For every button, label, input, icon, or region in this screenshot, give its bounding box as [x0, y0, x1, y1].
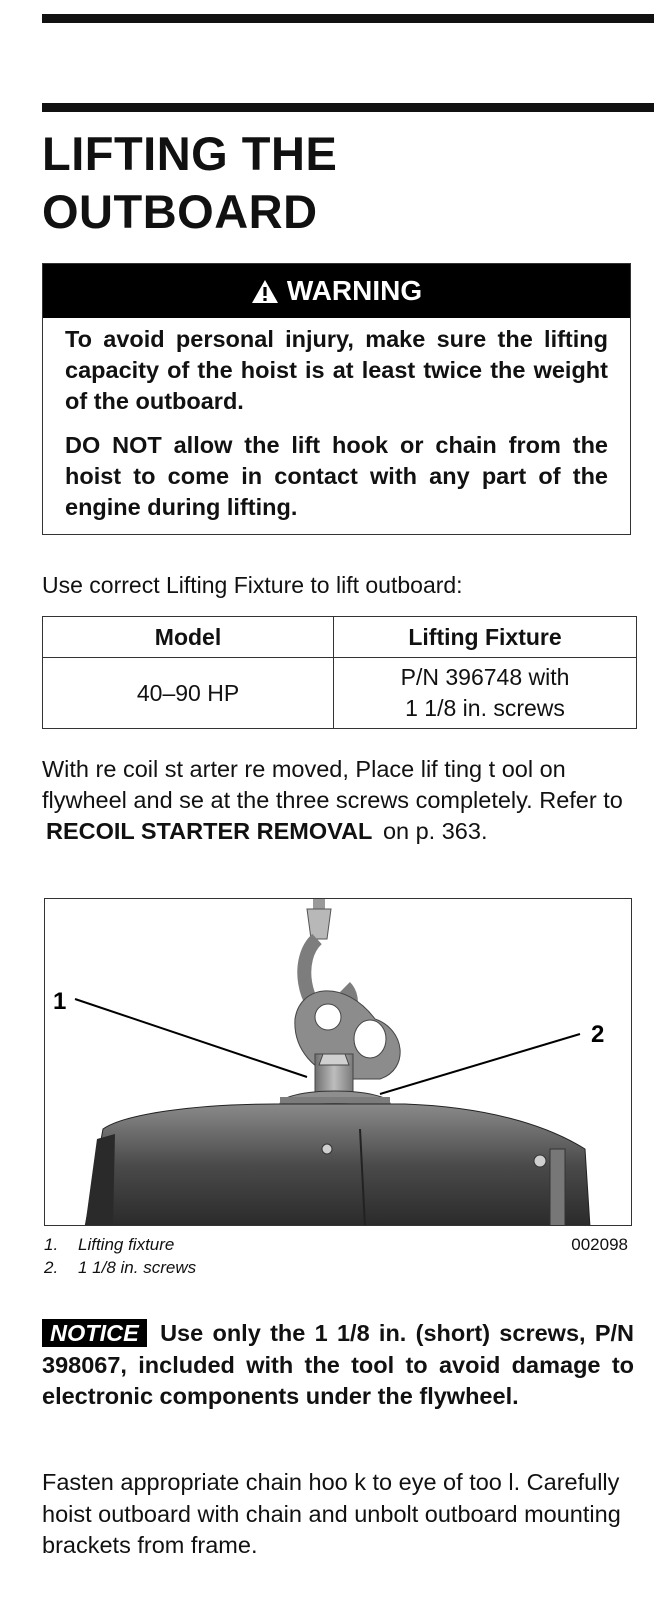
- procedure-paragraph-2: Fasten appropriate chain hoo k to eye of too l. Carefully hoist outboard with chain and unbolt outboard mounting brackets from frame.: [42, 1469, 621, 1558]
- lifting-fixture-figure: [44, 898, 632, 1226]
- table-cell-fixture: [334, 658, 637, 729]
- notice-text: Use only the 1 1/8 in. (short) screws, P/N 398067, included with the tool to avoid damage to electronic components under the flywheel.: [42, 1320, 635, 1409]
- table-header-row: [43, 617, 637, 658]
- table-cell-model: 40–90 HP: [43, 658, 334, 729]
- warning-label: WARNING: [286, 275, 423, 306]
- intro-text: Use correct Lifting Fixture to lift outboard:: [42, 572, 463, 598]
- caption-text: Lifting fixture: [78, 1235, 175, 1254]
- cross-reference-link[interactable]: RECOIL STARTER REMOVAL: [46, 818, 373, 844]
- warning-body: [43, 318, 630, 523]
- notice-badge: NOTICE: [42, 1319, 147, 1347]
- procedure-suffix: on p. 363.: [382, 818, 488, 844]
- warning-para-2: DO NOT allow the lift hook or chain from the hoist to come in contact with any part of the engine during lifting.: [65, 432, 608, 520]
- warning-para-1: To avoid personal injury, make sure the lifting capacity of the hoist is at least twice the weight of the outboard.: [65, 326, 608, 414]
- section-rule: [42, 103, 654, 112]
- caption-num: 2.: [44, 1258, 59, 1277]
- table-header-fixture: Lifting Fixture: [334, 617, 637, 658]
- table-cell-fixture-text: P/N 396748 with 1 1/8 in. screws: [400, 664, 570, 721]
- warning-triangle-icon: [251, 279, 279, 304]
- lifting-fixture-illustration: [45, 899, 632, 1226]
- section-title: [42, 125, 337, 241]
- section-title-line1: LIFTING THE: [42, 127, 338, 180]
- procedure-paragraph-1: [42, 754, 634, 847]
- callout-1: 1: [53, 988, 67, 1015]
- top-rule: [42, 14, 654, 23]
- caption-text: 1 1/8 in. screws: [78, 1258, 197, 1277]
- warning-box: [42, 263, 631, 535]
- lifting-fixture-table: [42, 616, 637, 729]
- caption-item: [44, 1233, 632, 1256]
- callout-2: 2: [591, 1021, 605, 1048]
- warning-header: [43, 264, 630, 318]
- procedure-text: With re coil st arter re moved, Place lif ting t ool on flywheel and se at the three screws completely. Refer to: [42, 756, 623, 813]
- caption-item: [44, 1256, 632, 1279]
- table-row: [43, 658, 637, 729]
- figure-caption: [44, 1233, 632, 1279]
- figure-number: 002098: [571, 1235, 628, 1254]
- caption-num: 1.: [44, 1235, 59, 1254]
- table-header-model: Model: [43, 617, 334, 658]
- section-title-line2: OUTBOARD: [42, 185, 318, 238]
- notice-paragraph: [42, 1318, 634, 1413]
